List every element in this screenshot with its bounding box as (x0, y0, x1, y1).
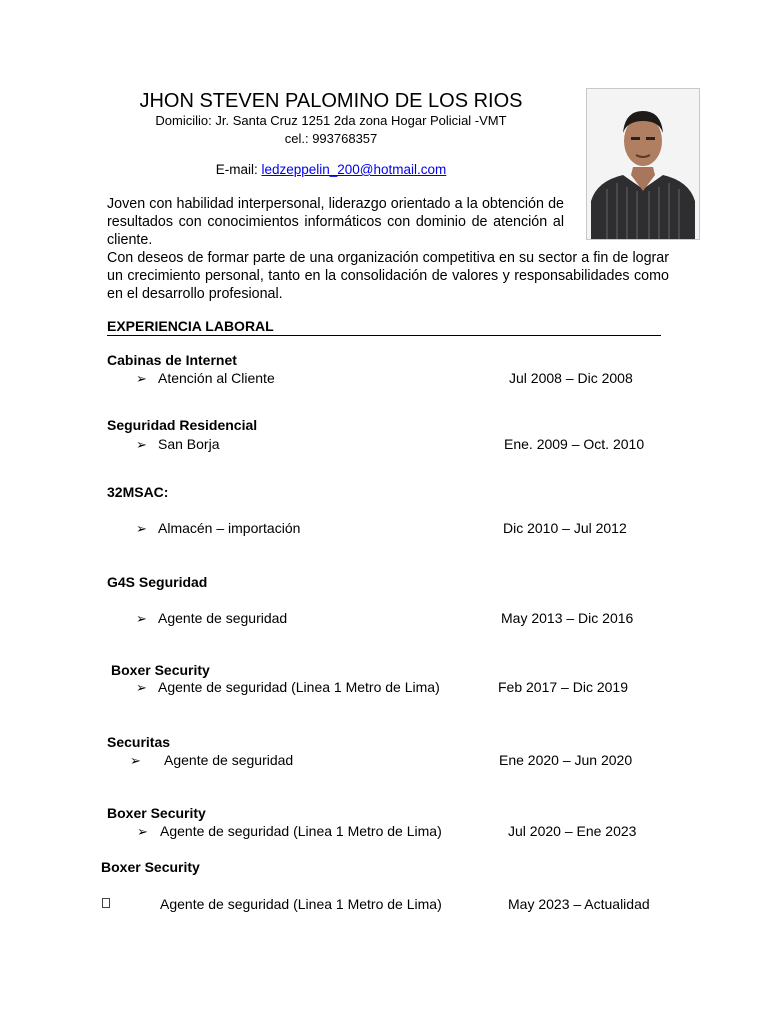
job-company: Cabinas de Internet (107, 352, 237, 368)
job-role: Almacén – importación (158, 520, 301, 536)
job-dates: Jul 2008 – Dic 2008 (509, 370, 633, 386)
job-dates: Dic 2010 – Jul 2012 (503, 520, 627, 536)
missing-glyph-bullet-icon (102, 898, 110, 908)
arrow-bullet-icon: ➢ (130, 753, 141, 768)
job-company: Securitas (107, 734, 171, 750)
job-company: G4S Seguridad (107, 574, 208, 590)
summary-paragraph-1: Joven con habilidad interpersonal, liderazgo orientado a la obtención de resultados con conocimientos informáticos con dominio de atención al cliente. (107, 196, 564, 248)
email-link[interactable]: ledzeppelin_200@hotmail.com (261, 162, 447, 177)
job-role: San Borja (158, 436, 220, 452)
job-role: Agente de seguridad (158, 610, 288, 626)
job-role: Agente de seguridad (Linea 1 Metro de Lima) (158, 679, 440, 695)
person-portrait-icon (587, 89, 699, 239)
job-role: Agente de seguridad (Linea 1 Metro de Lima) (160, 896, 442, 912)
job-company: Seguridad Residencial (107, 417, 258, 433)
job-dates: May 2023 – Actualidad (508, 896, 650, 912)
summary-paragraph-2: Con deseos de formar parte de una organización competitiva en su sector a fin de lograr un crecimiento personal, tanto en la consolidación de valores y responsabilidades como en el desarrollo profesional. (107, 250, 669, 302)
job-role: Agente de seguridad (Linea 1 Metro de Lima) (160, 823, 442, 839)
job-role: Atención al Cliente (158, 370, 275, 386)
arrow-bullet-icon: ➢ (136, 437, 147, 452)
experience-section-title: EXPERIENCIA LABORAL (107, 318, 661, 336)
job-dates: Ene. 2009 – Oct. 2010 (504, 436, 645, 452)
job-dates: Jul 2020 – Ene 2023 (508, 823, 637, 839)
arrow-bullet-icon: ➢ (136, 680, 147, 695)
arrow-bullet-icon: ➢ (136, 521, 147, 536)
address-line: Domicilio: Jr. Santa Cruz 1251 2da zona Hogar Policial -VMT (155, 113, 507, 128)
profile-photo (586, 88, 700, 240)
phone-line: cel.: 993768357 (284, 131, 378, 146)
arrow-bullet-icon: ➢ (137, 824, 148, 839)
job-company: Boxer Security (111, 662, 210, 678)
job-dates: May 2013 – Dic 2016 (501, 610, 634, 626)
arrow-bullet-icon: ➢ (136, 611, 147, 626)
job-dates: Feb 2017 – Dic 2019 (498, 679, 628, 695)
job-company: Boxer Security (107, 805, 206, 821)
job-company: 32MSAC: (107, 484, 169, 500)
email-label: E-mail: (215, 162, 262, 177)
email-line (0, 162, 662, 177)
job-role: Agente de seguridad (164, 752, 294, 768)
candidate-name: JHON STEVEN PALOMINO DE LOS RIOS (139, 90, 523, 112)
job-company: Boxer Security (101, 859, 200, 875)
arrow-bullet-icon: ➢ (136, 371, 147, 386)
job-dates: Ene 2020 – Jun 2020 (499, 752, 633, 768)
